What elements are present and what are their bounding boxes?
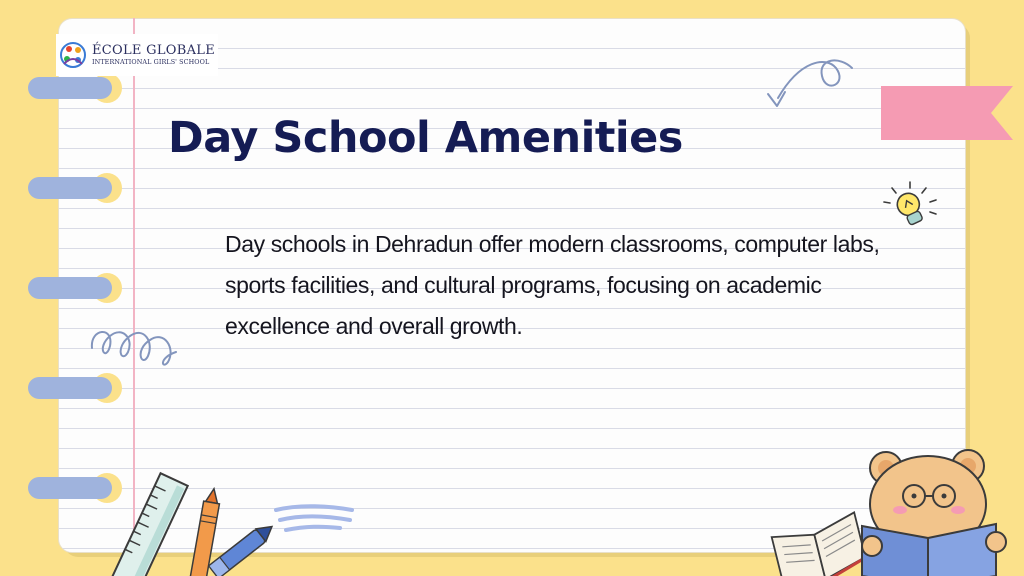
notebook-ring-icon bbox=[28, 77, 114, 99]
paper-margin-line bbox=[133, 18, 135, 551]
notebook-ring-icon bbox=[28, 277, 114, 299]
page-title: Day School Amenities bbox=[168, 113, 683, 163]
logo-name: ÉCOLE GLOBALE bbox=[92, 43, 215, 59]
swirl-arrow-icon bbox=[760, 54, 860, 114]
ruler-icon bbox=[110, 474, 190, 576]
logo-emblem-icon bbox=[58, 40, 88, 70]
notebook-ring-icon bbox=[28, 177, 114, 199]
open-book-icon bbox=[768, 506, 868, 576]
logo-subtitle: INTERNATIONAL GIRLS' SCHOOL bbox=[92, 58, 210, 67]
scribble-icon bbox=[88, 318, 184, 374]
body-paragraph: Day schools in Dehradun offer modern classrooms, computer labs, sports facilities, and cultural programs, focusing on academic excellence and overall growth. bbox=[225, 231, 880, 339]
notebook-ring-icon bbox=[28, 377, 114, 399]
pink-flag-icon bbox=[881, 86, 1013, 140]
pen-icon bbox=[200, 520, 284, 576]
lightbulb-icon bbox=[880, 180, 944, 240]
teddy-bear-icon bbox=[856, 446, 1016, 576]
notebook-ring-icon bbox=[28, 477, 114, 499]
school-logo[interactable] bbox=[56, 34, 218, 76]
